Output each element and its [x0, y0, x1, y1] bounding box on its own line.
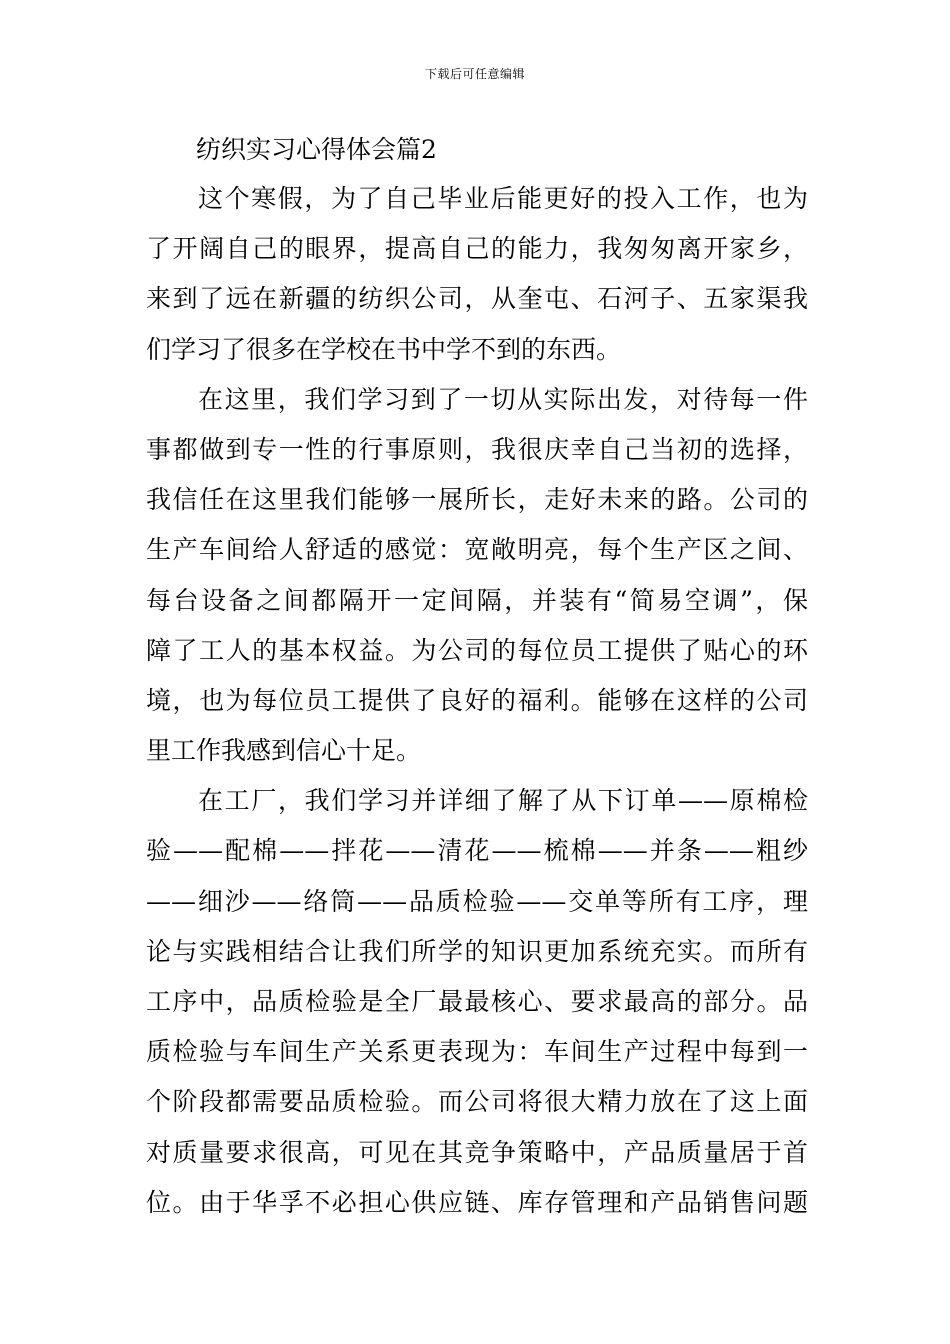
- text-line: 来到了远在新疆的纺织公司，从奎屯、石河子、五家渠我: [146, 284, 808, 314]
- paragraph-2: [146, 380, 808, 782]
- text-line: 每台设备之间都隔开一定间隔，并装有“简易空调”，保: [146, 585, 808, 615]
- text-line: 对质量要求很高，可见在其竞争策略中，产品质量居于首: [146, 1137, 808, 1167]
- text-line: 在工厂，我们学习并详细了解了从下订单——原棉检: [198, 786, 808, 816]
- text-line: 质检验与车间生产关系更表现为：车间生产过程中每到一: [146, 1037, 808, 1067]
- text-line: 里工作我感到信心十足。: [146, 736, 422, 766]
- text-line: 境，也为每位员工提供了良好的福利。能够在这样的公司: [146, 685, 808, 715]
- text-line: 论与实践相结合让我们所学的知识更加系统充实。而所有: [146, 936, 808, 966]
- body-text: [146, 179, 808, 1233]
- text-line: 位。由于华孚不必担心供应链、库存管理和产品销售问题: [146, 1187, 808, 1217]
- text-line: 个阶段都需要品质检验。而公司将很大精力放在了这上面: [146, 1087, 808, 1117]
- text-line: 们学习了很多在学校在书中学不到的东西。: [146, 334, 622, 364]
- paragraph-3: [146, 781, 808, 1233]
- text-line: 事都做到专一性的行事原则，我很庆幸自己当初的选择，: [146, 434, 808, 464]
- paragraph-1: [146, 179, 808, 380]
- text-line: 工序中，品质检验是全厂最最核心、要求最高的部分。品: [146, 987, 808, 1016]
- text-line: 障了工人的基本权益。为公司的每位员工提供了贴心的环: [146, 635, 808, 665]
- section-title: 纺织实习心得体会篇2: [196, 135, 437, 164]
- text-line: 生产车间给人舒适的感觉：宽敞明亮，每个生产区之间、: [146, 535, 808, 565]
- text-line: 在这里，我们学习到了一切从实际出发，对待每一件: [198, 384, 808, 414]
- text-line: 这个寒假，为了自己毕业后能更好的投入工作，也为: [198, 184, 808, 213]
- text-line: ——细沙——络筒——品质检验——交单等所有工序，理: [146, 886, 808, 916]
- text-line: 了开阔自己的眼界，提高自己的能力，我匆匆离开家乡，: [146, 234, 808, 264]
- text-line: 我信任在这里我们能够一展所长，走好未来的路。公司的: [146, 485, 808, 515]
- text-line: 验——配棉——拌花——清花——梳棉——并条——粗纱: [146, 836, 808, 866]
- page-header-note: 下载后可任意编辑: [424, 67, 525, 81]
